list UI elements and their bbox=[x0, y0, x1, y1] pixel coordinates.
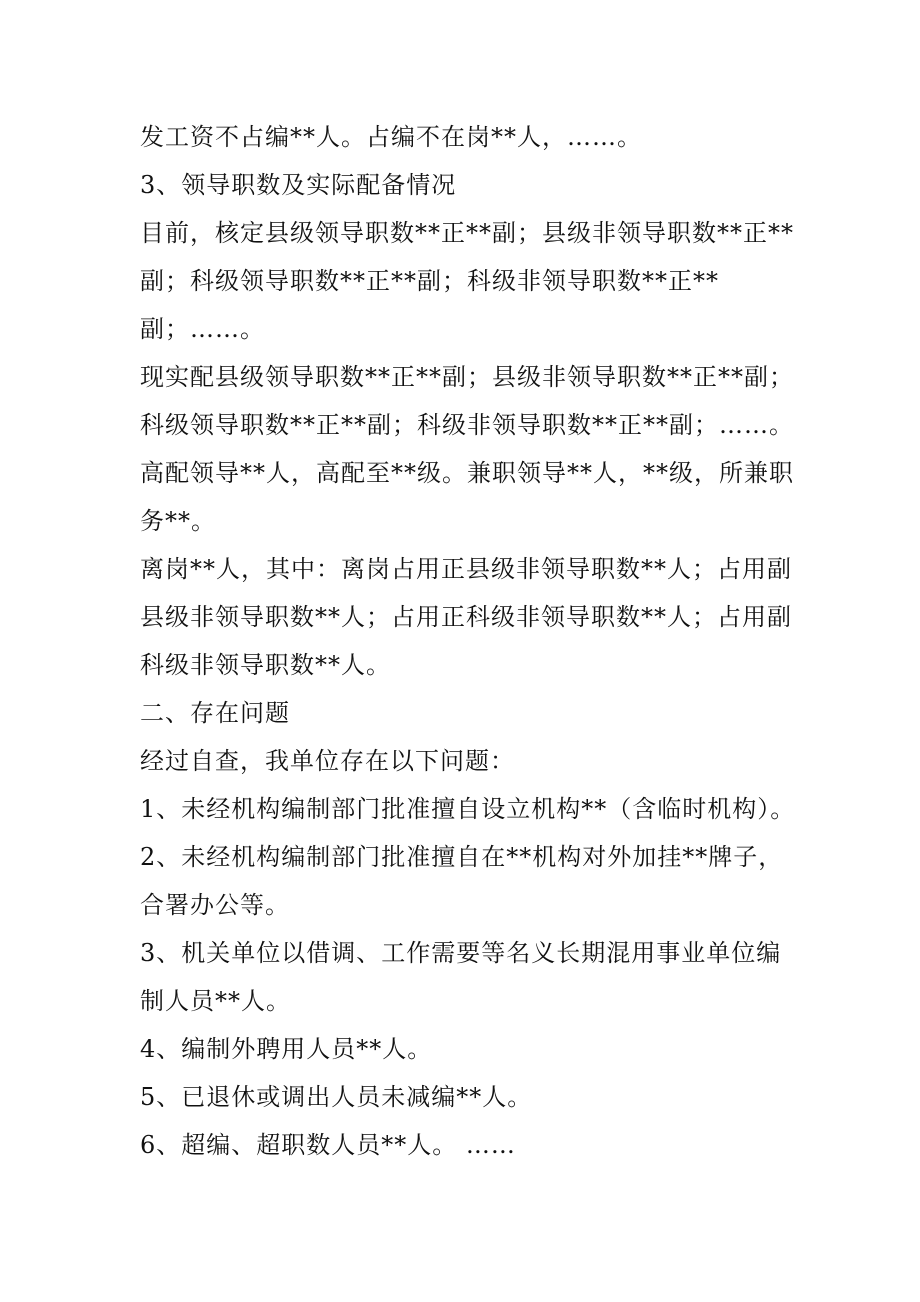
paragraph-unpaid-staff: 发工资不占编**人。占编不在岗**人，……。 bbox=[140, 123, 642, 151]
problem-item-2: 2、未经机构编制部门批准擅自在**机构对外加挂**牌子，合署办公等。 bbox=[140, 843, 784, 919]
problem-item-3: 3、机关单位以借调、工作需要等名义长期混用事业单位编制人员**人。 bbox=[140, 939, 782, 1015]
paragraph-high-allocation: 高配领导**人，高配至**级。兼职领导**人，**级，所兼职务**。 bbox=[140, 459, 794, 535]
paragraph-approved-positions: 目前，核定县级领导职数**正**副；县级非领导职数**正**副；科级领导职数**正**副；科级非领导职数**正**副；……。 bbox=[140, 219, 794, 343]
document-body bbox=[140, 113, 800, 1169]
paragraph-actual-positions: 现实配县级领导职数**正**副；县级非领导职数**正**副；科级领导职数**正**副；科级非领导职数**正**副；……。 bbox=[140, 363, 794, 439]
heading-leadership-positions: 3、领导职数及实际配备情况 bbox=[140, 171, 457, 199]
problem-item-1: 1、未经机构编制部门批准擅自设立机构**（含临时机构）。 bbox=[140, 795, 796, 823]
paragraph-off-post: 离岗**人，其中：离岗占用正县级非领导职数**人；占用副县级非领导职数**人；占用正科级非领导职数**人；占用副科级非领导职数**人。 bbox=[140, 555, 792, 679]
problem-item-6: 6、超编、超职数人员**人。 …… bbox=[140, 1131, 516, 1159]
paragraph-self-check: 经过自查，我单位存在以下问题： bbox=[140, 747, 515, 775]
problem-item-5: 5、已退休或调出人员未减编**人。 bbox=[140, 1083, 533, 1111]
heading-problems: 二、存在问题 bbox=[140, 699, 290, 727]
problem-item-4: 4、编制外聘用人员**人。 bbox=[140, 1035, 433, 1063]
